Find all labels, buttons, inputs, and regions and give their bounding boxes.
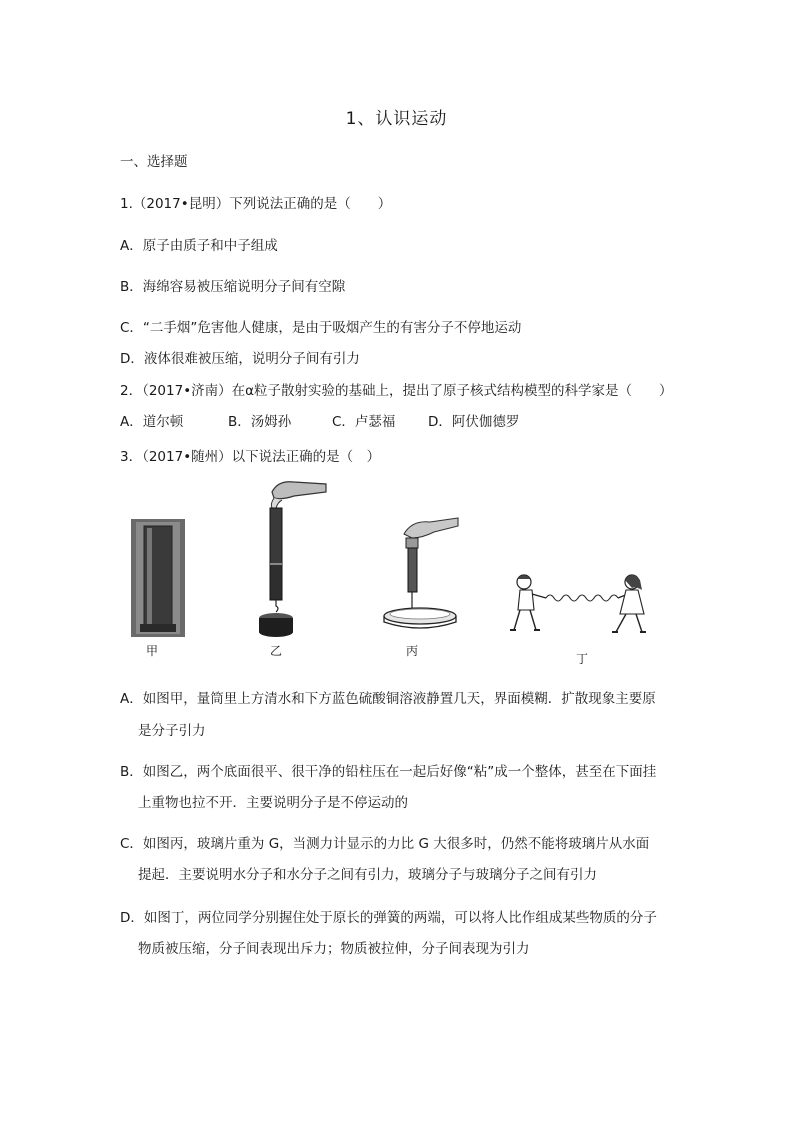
figure-label-bing: 丙 (406, 644, 419, 658)
figure-lead-cylinders (250, 478, 330, 640)
q3-option-d-line2: 物质被压缩，分子间表现出斥力；物质被拉伸，分子间表现为引力 (138, 941, 530, 957)
q1-option-a: A．原子由质子和中子组成 (120, 238, 278, 254)
q2-option-d: D．阿伏伽德罗 (428, 414, 520, 430)
q3-option-b-line2: 上重物也拉不开．主要说明分子是不停运动的 (138, 795, 408, 811)
q1-stem: 1.（2017•昆明）下列说法正确的是（ ） (120, 196, 392, 212)
q3-option-d-line1: D．如图丁，两位同学分别握住处于原长的弹簧的两端，可以将人比作组成某些物质的分子 (120, 910, 657, 926)
figure-label-jia: 甲 (146, 644, 159, 658)
figure-students-spring (506, 568, 656, 644)
q3-option-b-line1: B．如图乙，两个底面很平、很干净的铅柱压在一起后好像“粘”成一个整体，甚至在下面挂 (120, 764, 657, 780)
q3-figures (120, 478, 700, 668)
q2-option-c: C．卢瑟福 (332, 414, 396, 430)
page-title: 1、认识运动 (345, 109, 448, 129)
figure-cylinder (130, 518, 186, 638)
q3-stem: 3．（2017•随州）以下说法正确的是（ ） (120, 449, 381, 465)
q3-option-c-line1: C．如图丙，玻璃片重为 G，当测力计显示的力比 G 大很多时，仍然不能将玻璃片从水面 (120, 836, 650, 852)
q2-option-a: A．道尔顿 (120, 414, 184, 430)
figure-spring-scale (382, 516, 472, 636)
q1-option-d: D．液体很难被压缩，说明分子间有引力 (120, 351, 360, 367)
section-heading: 一、选择题 (120, 154, 188, 170)
q1-option-b: B．海绵容易被压缩说明分子间有空隙 (120, 279, 346, 295)
q2-option-b: B．汤姆孙 (228, 414, 292, 430)
q3-option-c-line2: 提起．主要说明水分子和水分子之间有引力，玻璃分子与玻璃分子之间有引力 (138, 867, 597, 883)
figure-label-yi: 乙 (270, 644, 283, 658)
q3-option-a-line2: 是分子引力 (138, 723, 206, 739)
figure-label-ding: 丁 (576, 652, 589, 666)
q3-option-a-line1: A．如图甲，量筒里上方清水和下方蓝色硫酸铜溶液静置几天，界面模糊．扩散现象主要原 (120, 691, 656, 707)
q1-option-c: C．“二手烟”危害他人健康，是由于吸烟产生的有害分子不停地运动 (120, 320, 522, 336)
q2-stem: 2．（2017•济南）在α粒子散射实验的基础上，提出了原子核式结构模型的科学家是（ ） (120, 383, 673, 399)
q2-options (120, 412, 519, 432)
